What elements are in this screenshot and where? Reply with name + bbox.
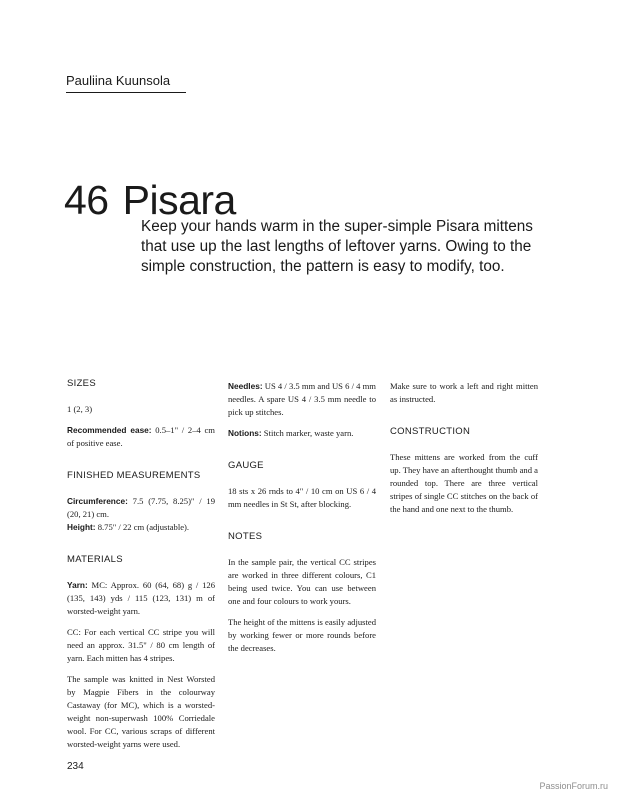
notes-heading: NOTES [228,531,263,542]
circumference-text: 7.5 (7.75, 8.25)" / 19 (20, 21) cm. [67,496,215,519]
materials-heading: MATERIALS [67,554,123,565]
sizes-heading: SIZES [67,378,96,389]
intro-paragraph: Keep your hands warm in the super-simple Pisara mittens that use up the last lengths of leftover yarns. Owing to the simple construction, the pattern is easy to modify, too. [141,218,533,275]
height-text: 8.75" / 22 cm (adjustable). [95,522,190,532]
ease-paragraph [67,424,215,450]
needles-text: US 4 / 3.5 mm and US 6 / 4 mm needles. A spare US 4 / 3.5 mm needle to pick up stitches. [228,381,376,417]
cc-paragraph: CC: For each vertical CC stripe you will need an approx. 31.5" / 80 cm length of yarn. Each mitten has 4 stripes. [67,627,215,663]
gauge-heading: GAUGE [228,460,264,471]
watermark: PassionForum.ru [539,781,608,791]
column-3 [390,380,538,524]
construction-heading: CONSTRUCTION [390,426,471,437]
height-paragraph [67,521,215,534]
notes-paragraph-2: The height of the mittens is easily adjusted by working fewer or more rounds before the decreases. [228,617,376,653]
author-divider [66,92,186,93]
page-number: 234 [67,761,84,772]
ease-label: Recommended ease: [67,425,152,435]
needles-paragraph [228,380,376,419]
notes-paragraph-3: Make sure to work a left and right mitten as instructed. [390,381,538,404]
gauge-paragraph: 18 sts x 26 rnds to 4" / 10 cm on US 6 / 4 mm needles in St St, after blocking. [228,486,376,509]
notions-paragraph [228,427,376,440]
ease-text: 0.5–1" / 2–4 cm of positive ease. [67,425,215,448]
notions-text: Stitch marker, waste yarn. [261,428,354,438]
notes-paragraph-1: In the sample pair, the vertical CC stripes are worked in three different colours, C1 being used twice. You can use between one and four colours to work yours. [228,557,376,606]
height-label: Height: [67,522,96,532]
finished-measurements-heading: FINISHED MEASUREMENTS [67,470,201,481]
pattern-name: Pisara [122,177,236,224]
pattern-number: 46 [64,177,109,224]
column-2 [228,380,376,663]
column-1 [67,378,215,759]
needles-label: Needles: [228,381,263,391]
construction-paragraph: These mittens are worked from the cuff up. They have an afterthought thumb and a rounded top. There are three vertical stripes of single CC stitches on the back of the hand and one next to the thumb. [390,452,538,514]
yarn-text: MC: Approx. 60 (64, 68) g / 126 (135, 143) yds / 115 (123, 131) m of worsted-weight yarn. [67,580,215,616]
yarn-label: Yarn: [67,580,88,590]
sample-paragraph: The sample was knitted in Nest Worsted by Magpie Fibers in the colourway Castaway (for MC), which is a worsted-weight non-superwash 100% Corriedale wool. For CC, various scraps of different worsted-weight yarns were used. [67,674,215,749]
sizes-value: 1 (2, 3) [67,404,93,414]
yarn-paragraph [67,579,215,618]
circumference-label: Circumference: [67,496,128,506]
circumference-paragraph [67,495,215,521]
author-name: Pauliina Kuunsola [66,73,171,88]
notions-label: Notions: [228,428,262,438]
